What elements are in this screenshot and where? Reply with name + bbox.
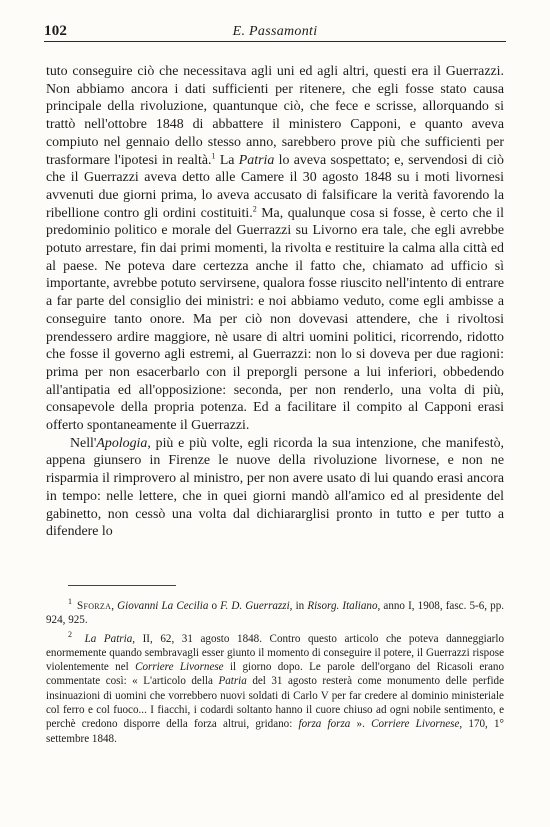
footnote-2-title-3: Patria — [218, 675, 247, 688]
footnote-1-journal: Risorg. Italiano, — [307, 600, 381, 612]
footnote-1-number: 1 — [68, 597, 72, 607]
footnote-2-title-2: Corriere Livornese — [135, 661, 224, 674]
paragraph-1-text-c: lo aveva sospettato; e, servendosi di ciò che il Guerrazzi aveva detto alle Camere il 30 agosto 1848 su i moti livornesi avvenuti due giorni prima, lo aveva accusato di falsificare la verità favorendo la ribellione contro gli ordini costituiti. — [46, 152, 504, 221]
footnote-1-text-4: anno I, 1908, fasc. 5-6, pp. 924, 925. — [46, 600, 505, 627]
paragraph-2-text-a: Nell' — [70, 435, 97, 451]
footnote-2-title-1: La Patria, — [84, 632, 136, 645]
footnote-ref-2: 2 — [252, 204, 257, 213]
paragraph-1 — [46, 63, 504, 435]
paragraph-1-text-b: La — [215, 152, 239, 168]
body-text — [46, 63, 504, 541]
page-number: 102 — [44, 23, 68, 39]
footnote-1 — [46, 599, 504, 628]
footnote-2-title-4: forza forza — [298, 718, 351, 731]
footnote-2-text-1: II, 62, 31 agosto 1848. Contro questo articolo che poteva danneggiarlo enormemente quando sembravagli esser giunto il momento di conseguire il potere, il Guerrazzi rispose violentemente nel — [46, 632, 504, 674]
footnote-1-text-2: o — [208, 600, 221, 612]
paragraph-1-italic-patria: Patria — [238, 152, 275, 168]
page-header — [44, 23, 506, 42]
footnote-2-text-3: del 31 agosto resterà come monumento delle perfide insinuazioni di uomini che vorrebbero nuovi soldati di Carlo V per far credere al dominio ministeriale col ferro e col fuoco... I fiacchi, i codardi soltanto hanno il cuore chiuso ad ogni nobile sentimento, e perchè credono disporre della forza altrui, gridano: — [46, 675, 505, 731]
footnote-2-text-0 — [77, 633, 85, 645]
footnote-2-text-2: il giorno dopo. Le parole dell'organo del Ricasoli erano commentate così: « L'articolo della — [46, 661, 504, 688]
footnote-2-text-4: ». — [350, 718, 372, 731]
footnote-divider — [68, 585, 176, 586]
footnote-2 — [46, 629, 505, 746]
footnote-1-title-1: Giovanni La Cecilia — [117, 600, 209, 612]
footnote-1-title-2: F. D. Guerrazzi, — [220, 600, 293, 612]
footnote-1-author: Sforza — [77, 600, 112, 612]
paragraph-2-text-b: , più e più volte, egli ricorda la sua intenzione, che manifestò, appena giunsero in Firenze le nuove della rivoluzione livornese, e non ne risparmia il rimprovero al ministro, per non avere usato di lui quando erasi ancora in tempo: nelle lettere, che in quei giorni mandò all'amico ed al presidente del gabinetto, non cessò una volta dal dichiararglisi pronto in tutto e per tutto a difendere lo — [46, 435, 504, 540]
running-head: E. Passamonti — [232, 24, 318, 39]
footnotes — [46, 599, 504, 746]
footnote-2-title-5: Corriere Livornese, — [371, 718, 463, 731]
footnote-1-text-3: in — [292, 600, 308, 612]
footnote-2-text-5: 170, 1° settembre 1848. — [46, 718, 504, 745]
paragraph-2 — [46, 435, 504, 541]
footnote-ref-1: 1 — [211, 150, 216, 160]
paragraph-2-italic-apologia: Apologia — [96, 435, 148, 451]
paragraph-1-text-a: tuto conseguire ciò che necessitava agli uni ed agli altri, questi era il Guerrazzi. Non abbiamo ancora i dati sufficienti per ritenere, che egli fosse stato causa principale della rivoluzione, quantunque ciò, che fece e scrisse, allorquando si trattò nell'ottobre 1848 di abbattere il ministero Capponi, e quanto aveva compiuto nel gennaio dello stesso anno, sarebbero prove più che sufficienti per trasformare l'ipotesi in realtà. — [46, 64, 504, 168]
paragraph-1-text-d: Ma, qualunque cosa si fosse, è certo che il predominio politico e morale del Guerrazzi su Livorno era tale, che egli avrebbe potuto arrestare, fin dai primi momenti, la rivolta e restituire la calma alla città ed al paese. Ne poteva dare certezza anche il fatto che, chiamato ad ufficio sì importante, avrebbe potuto servirsene, qualora fosse riuscito nell'intento di entrare a far parte del consiglio dei ministri: e noi abbiamo veduto, come egli ambisse a conseguire tanto onore. Ma per ciò non dovevasi attendere, che i rivoltosi prendessero ardire maggiore, nè usare di altri uomini politici, ricorrendo, ridotto che fosse il governo agli estremi, al Guerrazzi: non lo si doveva per due ragioni: prima per non esacerbarlo con il preporgli persone a lui inferiori, obbedendo all'antipatia ed all'opposizione: seconda, per non renderlo, una volta di più, consapevole della propria potenza. Ed a facilitare il compito al Capponi erasi offerto spontaneamente il Guerrazzi. — [46, 205, 504, 434]
footnote-2-number: 2 — [68, 629, 72, 639]
footnote-1-text-1: , — [111, 600, 118, 612]
